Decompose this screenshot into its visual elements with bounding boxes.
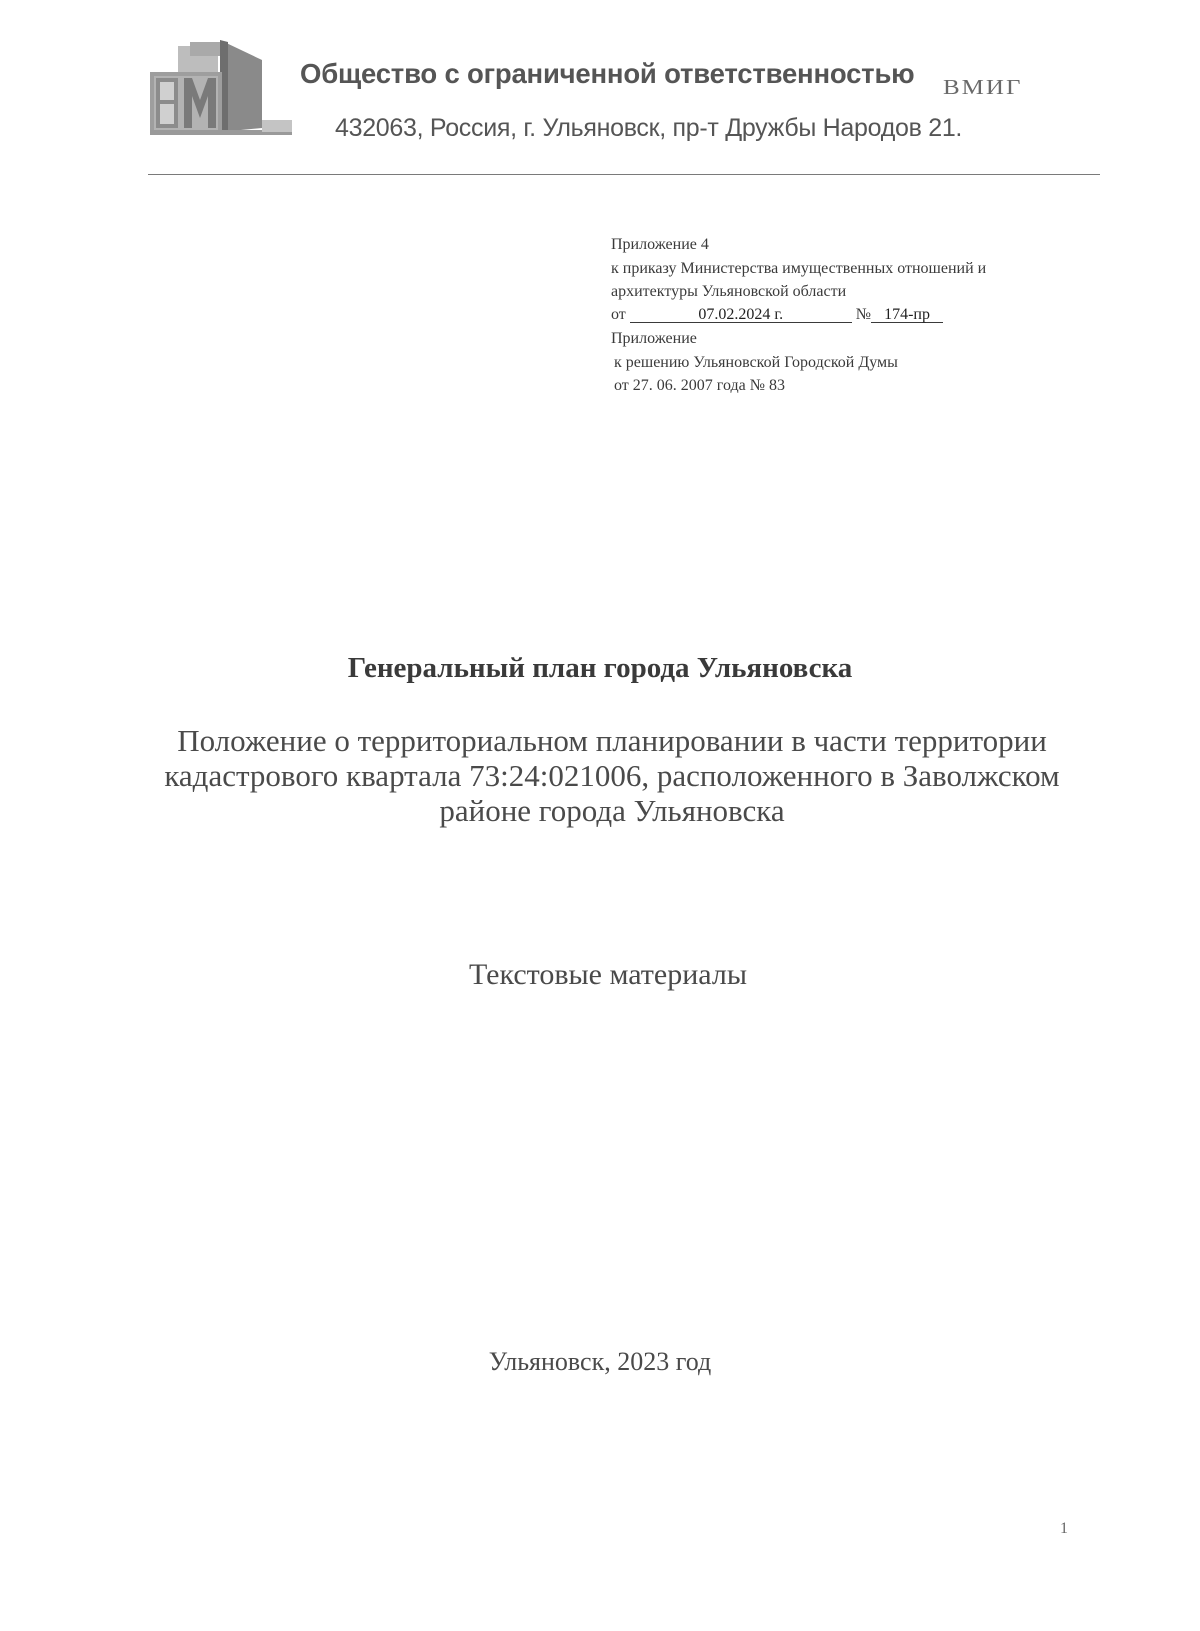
page-number: 1 [1060, 1520, 1068, 1537]
annex-line-7: от 27. 06. 2007 года № 83 [614, 377, 785, 394]
annex-line-6: к решению Ульяновской Городской Думы [614, 354, 898, 371]
organization-address: 432063, Россия, г. Ульяновск, пр-т Дружбы Народов 21. [335, 114, 963, 142]
annex-number-value: 174-пр [871, 307, 943, 323]
annex-line-3: архитектуры Ульяновской области [611, 283, 847, 300]
subtitle-line-1: Положение о территориальном планировании в части территории [177, 723, 1047, 758]
city-year: Ульяновск, 2023 год [488, 1347, 712, 1376]
annex-date-value: 07.02.2024 г. [630, 307, 852, 323]
annex-number-prefix: № [855, 306, 872, 323]
organization-brand: ВМИГ [943, 76, 1023, 100]
annex-line-1: Приложение 4 [611, 236, 709, 253]
annex-line-2: к приказу Министерства имущественных отношений и [611, 260, 987, 277]
materials-heading: Текстовые материалы [469, 958, 747, 991]
document-title: Генеральный план города Ульяновска [347, 652, 853, 684]
subtitle-line-3: районе города Ульяновска [439, 793, 785, 828]
annex-date-line [611, 306, 943, 324]
annex-date-prefix: от [611, 306, 626, 323]
organization-name: Общество с ограниченной ответственностью [300, 58, 915, 89]
subtitle-line-2: кадастрового квартала 73:24:021006, расположенного в Заволжском [164, 758, 1060, 793]
header-divider [148, 174, 1100, 175]
company-logo [150, 40, 292, 136]
annex-line-5: Приложение [611, 330, 697, 347]
document-subtitle [0, 723, 1200, 828]
